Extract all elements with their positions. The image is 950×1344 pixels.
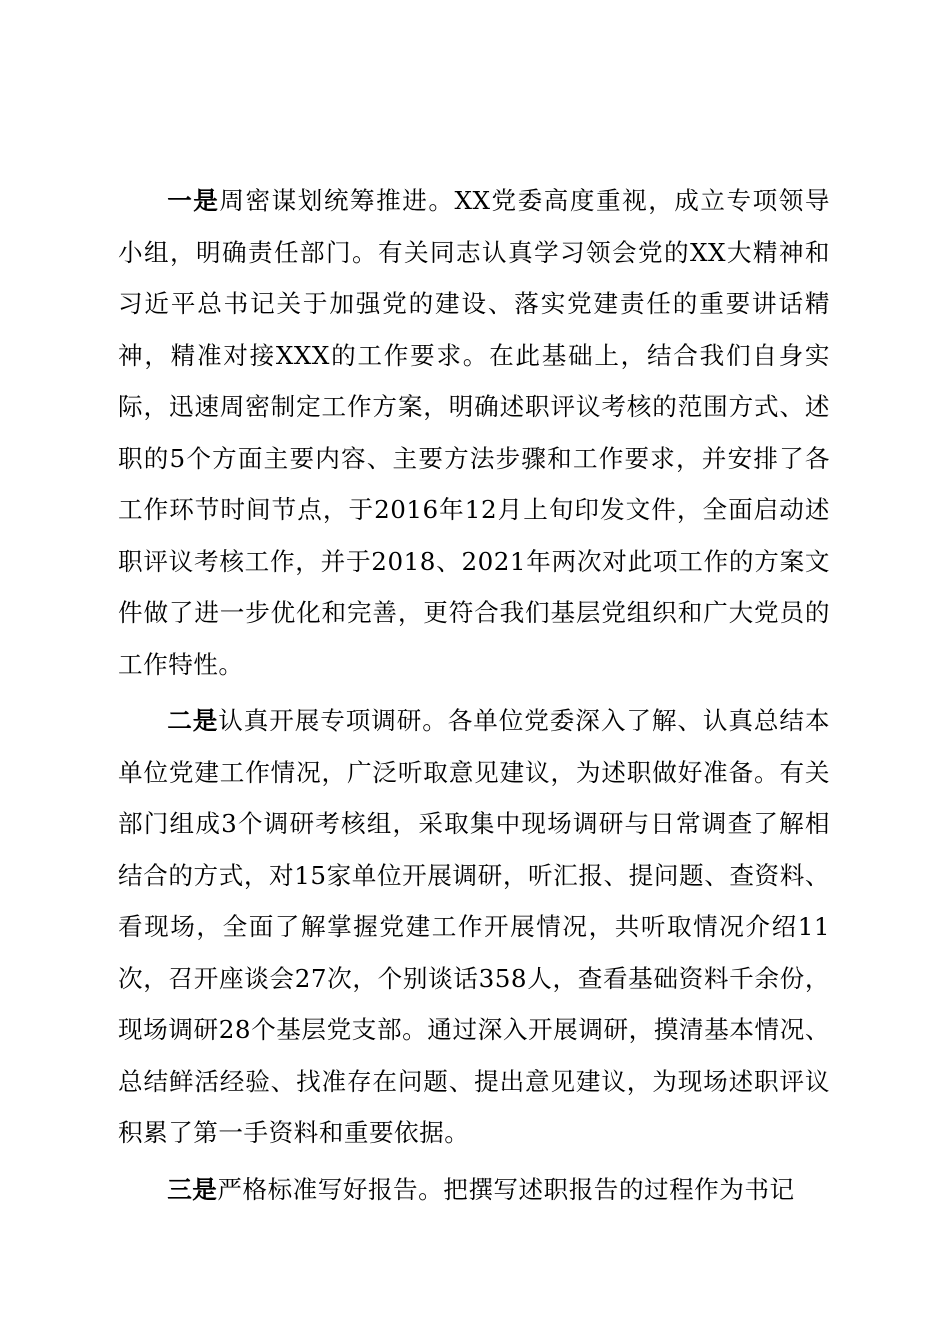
paragraph-3-lead: 三是	[167, 1174, 218, 1204]
paragraph-1-text: 周密谋划统筹推进。XX党委高度重视，成立专项领导小组，明确责任部门。有关同志认真学习领会党的XX大精神和习近平总书记关于加强党的建设、落实党建责任的重要讲话精神，精准对接XXX的工作要求。在此基础上，结合我们自身实际，迅速周密制定工作方案，明确述职评议考核的范围方式、述职的5个方面主要内容、主要方法步骤和工作要求，并安排了各工作环节时间节点，于2016年12月上旬印发文件，全面启动述职评议考核工作，并于2018、2021年两次对此项工作的方案文件做了进一步优化和完善，更符合我们基层党组织和广大党员的工作特性。	[118, 186, 830, 679]
paragraph-1-lead: 一是	[167, 186, 220, 215]
document-page	[118, 175, 830, 1220]
paragraph-2	[118, 695, 830, 1159]
paragraph-2-text: 认真开展专项调研。各单位党委深入了解、认真总结本单位党建工作情况，广泛听取意见建议，为述职做好准备。有关部门组成3个调研考核组，采取集中现场调研与日常调查了解相结合的方式，对15家单位开展调研，听汇报、提问题、查资料、看现场，全面了解掌握党建工作开展情况，共听取情况介绍11次，召开座谈会27次，个别谈话358人，查看基础资料千余份，现场调研28个基层党支部。通过深入开展调研，摸清基本情况、总结鲜活经验、找准存在问题、提出意见建议，为现场述职评议积累了第一手资料和重要依据。	[118, 706, 830, 1147]
paragraph-1	[118, 175, 830, 690]
paragraph-3	[118, 1164, 830, 1216]
paragraph-3-text: 严格标准写好报告。把撰写述职报告的过程作为书记	[217, 1174, 795, 1204]
paragraph-2-lead: 二是	[167, 706, 219, 735]
